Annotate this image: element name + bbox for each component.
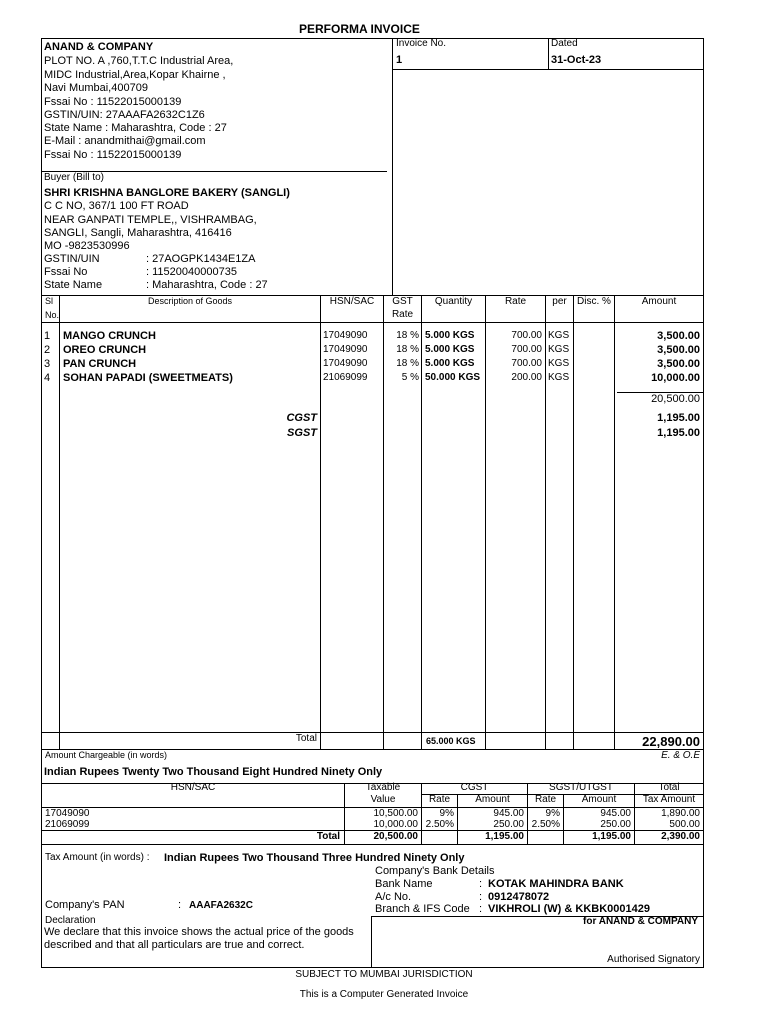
tax-row-total: 500.00 — [669, 819, 700, 830]
declaration-title: Declaration — [45, 915, 96, 926]
tax-row-cgst-rate: 9% — [439, 808, 454, 819]
tax-header-value: Value — [370, 794, 396, 805]
tax-header-hsn: HSN/SAC — [170, 782, 216, 793]
tax-row-taxable: 10,500.00 — [373, 808, 418, 819]
tax-total-cgst: 1,195.00 — [485, 831, 524, 842]
tax-header-cgst: CGST — [460, 782, 489, 793]
border-bottom — [41, 967, 704, 968]
item-sl: 2 — [44, 344, 51, 356]
amount-words-label: Amount Chargeable (in words) — [45, 750, 168, 760]
border-right — [703, 38, 704, 968]
header-hsn: HSN/SAC — [329, 296, 375, 307]
header-disc: Disc. % — [577, 296, 611, 307]
seller-address-line: MIDC Industrial,Area,Kopar Khairne , — [44, 69, 226, 81]
item-rate: 200.00 — [511, 372, 542, 383]
tax-header-taxable: Taxable — [365, 782, 401, 793]
tax-total-label: Total — [316, 831, 340, 842]
border-left — [41, 38, 42, 968]
account-no-label: A/c No. — [375, 891, 412, 903]
bank-colon: : — [479, 878, 483, 890]
seller-fssai-2: Fssai No : 11522015000139 — [44, 149, 182, 161]
tax-header-sgst: SGST/UTGST — [549, 782, 613, 793]
tax-row-hsn: 17049090 — [45, 808, 90, 819]
col-rate — [545, 295, 546, 749]
buyer-fssai-label: Fssai No — [44, 266, 88, 278]
tax-row-total: 1,890.00 — [661, 808, 700, 819]
buyer-address-line: NEAR GANPATI TEMPLE,, VISHRAMBAG, — [44, 214, 257, 226]
seller-email: E-Mail : anandmithai@gmail.com — [44, 135, 206, 147]
header-gst: GST — [392, 296, 413, 307]
item-hsn: 17049090 — [323, 358, 368, 369]
dated-value: 31-Oct-23 — [551, 54, 602, 66]
tax-row-cgst-rate: 2.50% — [425, 819, 454, 830]
item-amount: 3,500.00 — [657, 358, 700, 370]
header-no: No. — [45, 310, 60, 320]
item-per: KGS — [548, 344, 570, 355]
invoice-no-label: Invoice No. — [396, 38, 447, 49]
invoice-no: 1 — [396, 54, 403, 66]
item-gst: 18 % — [396, 358, 419, 369]
bank-name-label: Bank Name — [375, 878, 433, 890]
items-header-bottom — [41, 322, 704, 323]
item-desc: OREO CRUNCH — [63, 344, 147, 356]
buyer-name: SHRI KRISHNA BANGLORE BAKERY (SANGLI) — [44, 187, 290, 199]
tax-row-cgst-amount: 250.00 — [493, 819, 524, 830]
tax-row-sgst-amount: 945.00 — [600, 808, 631, 819]
item-qty: 5.000 KGS — [425, 344, 475, 355]
item-hsn: 17049090 — [323, 330, 368, 341]
seller-address-line: Navi Mumbai,400709 — [44, 82, 148, 94]
item-sl: 4 — [44, 372, 51, 384]
tax-table-bottom — [41, 844, 704, 845]
signature-left-line — [371, 916, 372, 968]
item-amount: 3,500.00 — [657, 330, 700, 342]
tax-words-label: Tax Amount (in words) : — [45, 852, 150, 863]
branch-ifsc: VIKHROLI (W) & KKBK0001429 — [488, 903, 650, 915]
header-quantity: Quantity — [434, 296, 473, 307]
seller-address-line: PLOT NO. A ,760,T.T.C Industrial Area, — [44, 55, 234, 67]
total-row-top — [41, 732, 704, 733]
bank-colon: : — [479, 903, 483, 915]
item-sl: 3 — [44, 358, 51, 370]
total-label: Total — [295, 733, 317, 744]
buyer-label: Buyer (Bill to) — [44, 172, 105, 183]
branch-label: Branch & IFS Code — [375, 903, 470, 915]
item-per: KGS — [548, 372, 570, 383]
tax-total-sgst: 1,195.00 — [592, 831, 631, 842]
tax-row-taxable: 10,000.00 — [373, 819, 418, 830]
pan-label: Company's PAN — [45, 899, 125, 911]
item-rate: 700.00 — [511, 344, 542, 355]
tax-in-words: Indian Rupees Two Thousand Three Hundred Ninety Only — [164, 852, 465, 864]
item-rate: 700.00 — [511, 358, 542, 369]
bank-colon: : — [479, 891, 483, 903]
col-per — [573, 295, 574, 749]
header-sl: Sl — [45, 296, 54, 306]
tax-row-sgst-rate: 9% — [545, 808, 560, 819]
seller-gstin: GSTIN/UIN: 27AAAFA2632C1Z6 — [44, 109, 205, 121]
subtotal: 20,500.00 — [651, 393, 700, 405]
authorised-signatory: Authorised Signatory — [607, 954, 700, 965]
pan-colon: : — [178, 899, 182, 911]
tax-header-sgst-amount: Amount — [581, 794, 617, 805]
buyer-mobile: MO -9823530996 — [44, 240, 130, 252]
tax-total-amount: 2,390.00 — [661, 831, 700, 842]
amount-in-words: Indian Rupees Twenty Two Thousand Eight Hundred Ninety Only — [44, 766, 383, 778]
header-rate: Rate — [504, 296, 527, 307]
seller-name: ANAND & COMPANY — [44, 41, 154, 53]
item-per: KGS — [548, 358, 570, 369]
item-desc: PAN CRUNCH — [63, 358, 137, 370]
border-top — [41, 38, 704, 39]
meta-divider — [548, 38, 549, 69]
tax-header-sgst-rate: Rate — [534, 794, 557, 805]
buyer-fssai: : 11520040000735 — [146, 266, 237, 278]
buyer-gstin: : 27AOGPK1434E1ZA — [146, 253, 256, 265]
buyer-gstin-label: GSTIN/UIN — [44, 253, 100, 265]
item-desc: MANGO CRUNCH — [63, 330, 156, 342]
tax-header-total: Total — [658, 782, 680, 793]
buyer-state-label: State Name — [44, 279, 103, 291]
computer-generated-note: This is a Computer Generated Invoice — [299, 989, 469, 1000]
sgst-amount: 1,195.00 — [657, 427, 700, 439]
cgst-amount: 1,195.00 — [657, 412, 700, 424]
grand-total: 22,890.00 — [642, 734, 700, 749]
item-qty: 5.000 KGS — [425, 358, 475, 369]
buyer-state: : Maharashtra, Code : 27 — [146, 279, 268, 291]
item-rate: 700.00 — [511, 330, 542, 341]
col-desc — [320, 295, 321, 749]
col-sl — [59, 295, 60, 749]
tax-header-tax-amount: Tax Amount — [642, 794, 696, 805]
header-divider — [392, 38, 393, 295]
meta-bottom-line — [392, 69, 704, 70]
jurisdiction-note: SUBJECT TO MUMBAI JURISDICTION — [295, 969, 473, 980]
invoice-title: PERFORMA INVOICE — [299, 22, 420, 36]
col-gst — [421, 295, 422, 749]
header-amount: Amount — [641, 296, 677, 307]
item-qty: 5.000 KGS — [425, 330, 475, 341]
header-gst-rate: Rate — [391, 309, 414, 320]
signatory-company: for ANAND & COMPANY — [583, 916, 698, 927]
tax-row-sgst-rate: 2.50% — [531, 819, 560, 830]
sgst-label: SGST — [287, 427, 317, 439]
item-gst: 5 % — [401, 372, 419, 383]
item-hsn: 21069099 — [323, 372, 368, 383]
seller-fssai: Fssai No : 11522015000139 — [44, 96, 182, 108]
tax-header-cgst-amount: Amount — [475, 794, 510, 805]
item-amount: 10,000.00 — [651, 372, 700, 384]
declaration-text: described and that all particulars are true and correct. — [44, 939, 305, 951]
bank-details-title: Company's Bank Details — [375, 865, 495, 877]
tax-row-hsn: 21069099 — [45, 819, 90, 830]
header-per: per — [552, 296, 567, 307]
cgst-label: CGST — [286, 412, 317, 424]
eoe-note: E. & O.E — [661, 750, 700, 761]
buyer-address-line: SANGLI, Sangli, Maharashtra, 416416 — [44, 227, 232, 239]
tax-header-cgst-rate: Rate — [428, 794, 451, 805]
declaration-text: We declare that this invoice shows the actual price of the goods — [44, 926, 354, 938]
pan-value: AAAFA2632C — [189, 900, 253, 911]
account-no: 0912478072 — [488, 891, 550, 903]
tax-total-taxable: 20,500.00 — [373, 831, 418, 842]
header-description: Description of Goods — [147, 296, 233, 306]
tax-row-sgst-amount: 250.00 — [600, 819, 631, 830]
item-desc: SOHAN PAPADI (SWEETMEATS) — [63, 372, 233, 384]
item-qty: 50.000 KGS — [425, 372, 481, 383]
item-hsn: 17049090 — [323, 344, 368, 355]
total-qty: 65.000 KGS — [426, 736, 476, 746]
item-sl: 1 — [44, 330, 51, 342]
item-gst: 18 % — [396, 330, 419, 341]
tax-row-cgst-amount: 945.00 — [493, 808, 524, 819]
seller-state: State Name : Maharashtra, Code : 27 — [44, 122, 227, 134]
dated-label: Dated — [551, 38, 578, 49]
item-amount: 3,500.00 — [657, 344, 700, 356]
buyer-address-line: C C NO, 367/1 100 FT ROAD — [44, 200, 189, 212]
bank-name: KOTAK MAHINDRA BANK — [488, 878, 624, 890]
item-gst: 18 % — [396, 344, 419, 355]
item-per: KGS — [548, 330, 570, 341]
